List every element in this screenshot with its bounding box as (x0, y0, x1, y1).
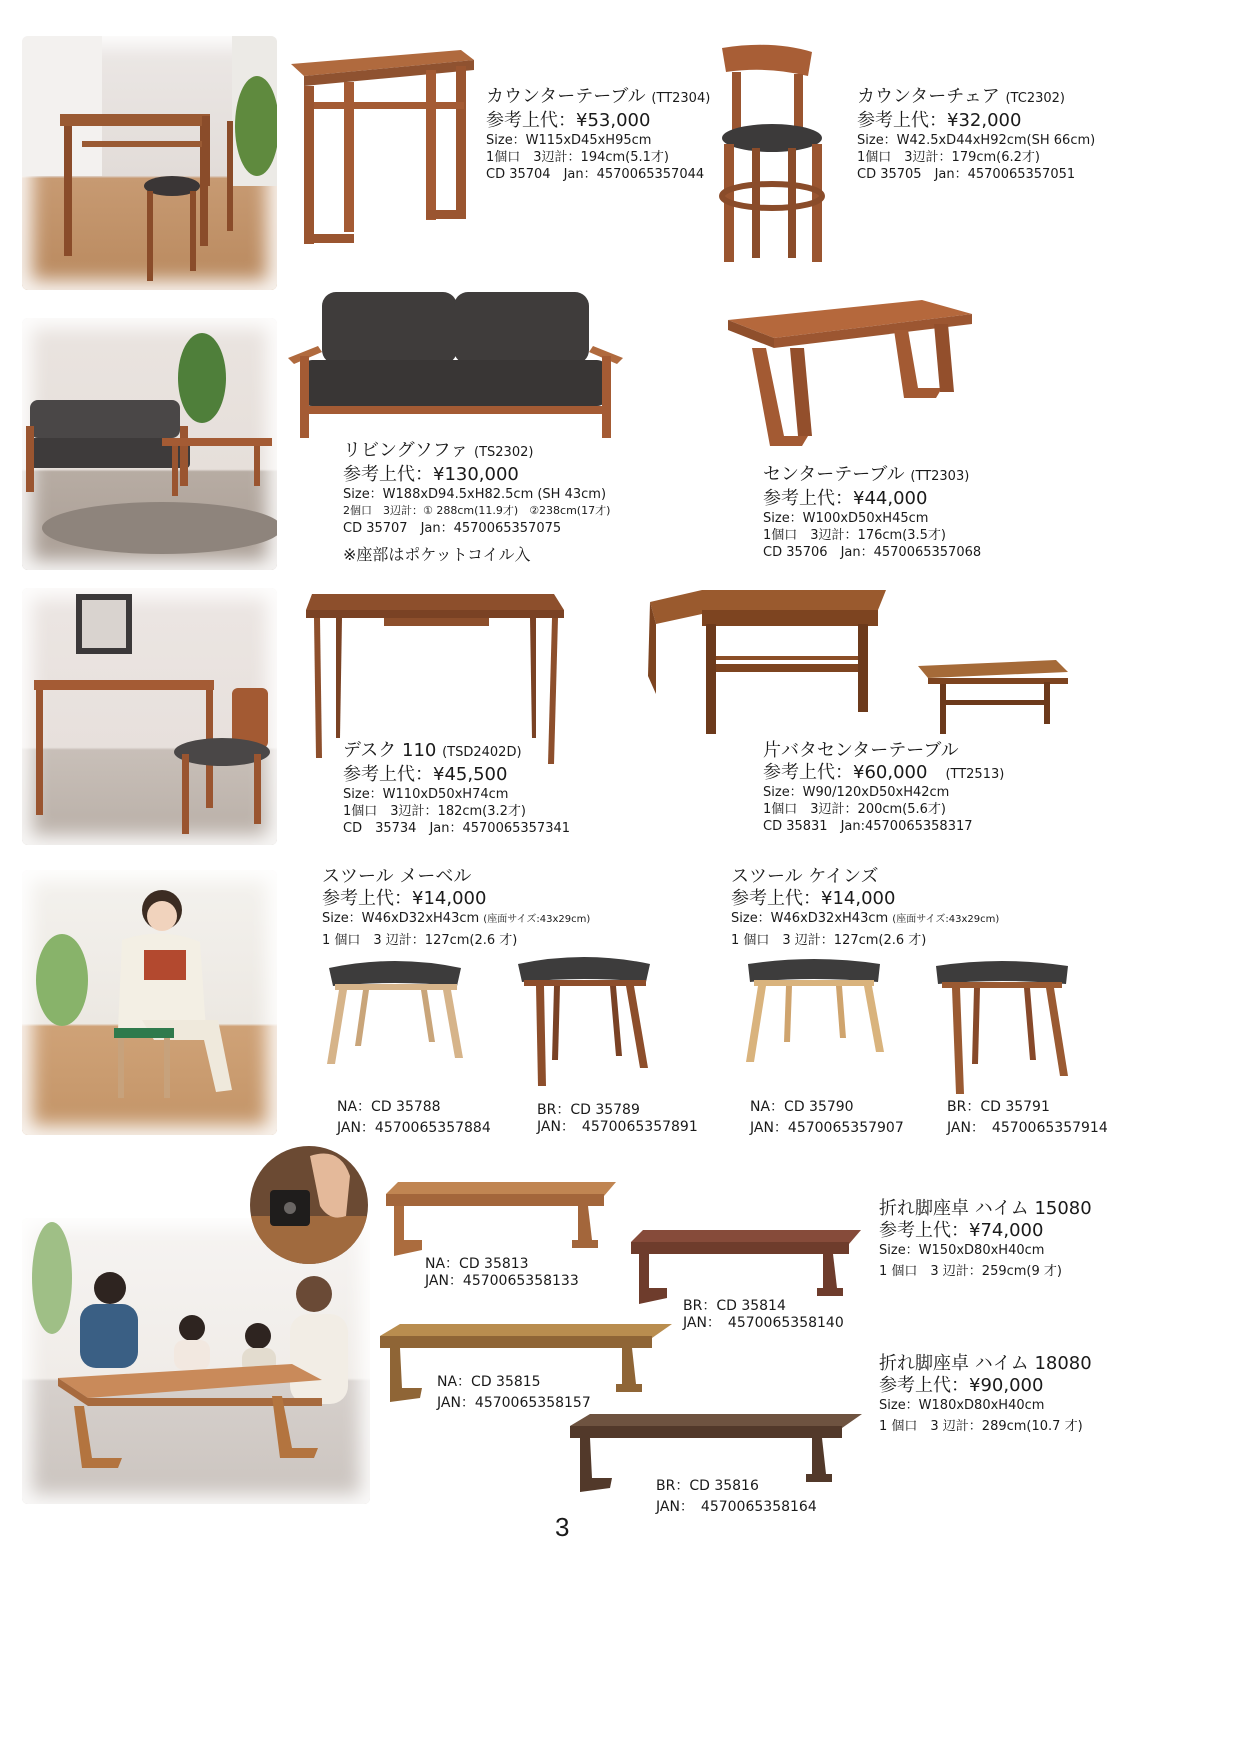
product-package: 1個口 3辺計：194cm(5.1才) (486, 150, 669, 165)
variant-jan: JAN： 4570065357891 (537, 1119, 698, 1135)
product-name: 折れ脚座卓 ハイム 15080 (879, 1198, 1092, 1219)
counter-set-room-photo (22, 36, 277, 290)
counter-chair-info (857, 86, 1095, 183)
stool-keins-na-codes (750, 1097, 904, 1139)
product-name: リビングソファ (343, 440, 469, 461)
living-sofa-info (343, 440, 610, 565)
variant-cd: BR：CD 35789 (537, 1102, 640, 1118)
desk-room-photo (22, 588, 277, 845)
product-price: 参考上代：¥14,000 (731, 888, 896, 909)
product-price: 参考上代：¥32,000 (857, 110, 1022, 131)
variant-jan: JAN： 4570065358140 (683, 1315, 844, 1331)
drop-leaf-table-open-image (646, 584, 890, 744)
product-cd-jan: CD 35704 Jan：4570065357044 (486, 167, 705, 182)
product-package: 2個口 3辺計：① 288cm(11.9才) ②238cm(17才) (343, 504, 611, 517)
product-price: 参考上代：¥45,500 (343, 764, 508, 785)
product-price: 参考上代：¥44,000 (763, 488, 928, 509)
drop-leaf-table-closed-image (916, 656, 1068, 738)
heim-15080-na-codes (425, 1256, 579, 1290)
product-package: 1 個口 3 辺計：289cm(10.7 才) (879, 1419, 1083, 1434)
product-cd-jan: CD 35734 Jan：4570065357341 (343, 821, 571, 836)
heim-18080-br-codes (656, 1476, 817, 1518)
variant-cd: NA：CD 35788 (337, 1099, 441, 1115)
variant-cd: BR：CD 35791 (947, 1099, 1050, 1115)
product-package: 1 個口 3 辺計：259cm(9 才) (879, 1264, 1062, 1279)
desk-info (343, 740, 570, 837)
stool-lifestyle-photo (22, 870, 277, 1135)
product-name: カウンターテーブル (486, 86, 646, 107)
product-size: Size：W46xD32xH43cm (731, 911, 889, 926)
product-cd-jan: CD 35707 Jan：4570065357075 (343, 521, 562, 536)
product-name: スツール ケインズ (731, 866, 879, 887)
counter-table-info (486, 86, 710, 183)
product-note: ※座部はポケットコイル入 (343, 545, 531, 564)
heim-15080-info (879, 1198, 1092, 1280)
product-name: 片バタセンターテーブル (763, 740, 959, 761)
page-number: 3 (555, 1512, 570, 1542)
product-price: 参考上代：¥74,000 (879, 1220, 1044, 1241)
drop-leaf-table-info (763, 740, 1004, 835)
stool-keins-br-image (930, 956, 1074, 1096)
product-package: 1個口 3辺計：176cm(3.5才) (763, 528, 946, 543)
variant-cd: NA：CD 35790 (750, 1099, 854, 1115)
product-package: 1 個口 3 辺計：127cm(2.6 才) (322, 933, 518, 948)
product-price: 参考上代：¥60,000 (763, 762, 928, 783)
heim-15080-na-image (382, 1180, 618, 1258)
stool-keins-na-image (742, 954, 886, 1064)
product-cd-jan: CD 35705 Jan：4570065357051 (857, 167, 1076, 182)
product-code: (TT2303) (910, 469, 970, 484)
product-price: 参考上代：¥53,000 (486, 110, 651, 131)
product-seat-size: (座面サイズ:43x29cm) (483, 914, 591, 925)
product-cd-jan: CD 35831 Jan:4570065358317 (763, 819, 973, 834)
product-size: Size：W115xD45xH95cm (486, 133, 652, 148)
product-code: (TS2302) (474, 445, 534, 460)
product-size: Size：W90/120xD50xH42cm (763, 785, 950, 800)
product-name: 折れ脚座卓 ハイム 18080 (879, 1353, 1092, 1374)
stool-mabel-na-codes (337, 1097, 491, 1139)
product-code: (TSD2402D) (442, 745, 522, 760)
product-size: Size：W46xD32xH43cm (322, 911, 480, 926)
heim-18080-info (879, 1353, 1092, 1435)
product-name: センターテーブル (763, 464, 905, 485)
variant-jan: JAN：4570065357884 (337, 1120, 491, 1136)
stool-mabel-br-image (514, 950, 654, 1090)
product-size: Size：W100xD50xH45cm (763, 511, 929, 526)
heim-18080-na-codes (437, 1372, 591, 1414)
variant-jan: JAN：4570065358157 (437, 1395, 591, 1411)
product-name: デスク 110 (343, 740, 437, 761)
center-table-info (763, 464, 981, 561)
product-size: Size：W110xD50xH74cm (343, 787, 509, 802)
product-size: Size：W188xD94.5xH82.5cm (SH 43cm) (343, 487, 607, 502)
stool-mabel-na-image (325, 954, 465, 1066)
variant-cd: NA：CD 35815 (437, 1374, 541, 1390)
product-package: 1個口 3辺計：200cm(5.6才) (763, 802, 946, 817)
product-name: スツール メーベル (322, 866, 472, 887)
stool-keins-br-codes (947, 1097, 1108, 1139)
stool-mabel-br-codes (537, 1102, 698, 1136)
product-seat-size: (座面サイズ:43x29cm) (892, 914, 1000, 925)
product-package: 1個口 3辺計：182cm(3.2才) (343, 804, 526, 819)
variant-cd: BR：CD 35816 (656, 1478, 759, 1494)
product-price: 参考上代：¥90,000 (879, 1375, 1044, 1396)
variant-cd: NA：CD 35813 (425, 1256, 529, 1272)
product-price: 参考上代：¥14,000 (322, 888, 487, 909)
heim-15080-br-image (627, 1228, 863, 1306)
variant-jan: JAN： 4570065358164 (656, 1499, 817, 1515)
variant-jan: JAN： 4570065357914 (947, 1120, 1108, 1136)
product-package: 1 個口 3 辺計：127cm(2.6 才) (731, 933, 927, 948)
product-name: カウンターチェア (857, 86, 1000, 107)
product-price: 参考上代：¥130,000 (343, 464, 519, 485)
counter-chair-image (712, 40, 847, 265)
stool-keins-info (731, 866, 999, 949)
folding-leg-detail-photo (250, 1146, 368, 1264)
product-size: Size：W42.5xD44xH92cm(SH 66cm) (857, 133, 1096, 148)
living-sofa-image (288, 288, 623, 440)
center-table-image (722, 296, 977, 456)
variant-cd: BR：CD 35814 (683, 1298, 786, 1314)
product-code: (TT2304) (651, 91, 711, 106)
variant-jan: JAN：4570065358133 (425, 1273, 579, 1289)
product-size: Size：W180xD80xH40cm (879, 1398, 1045, 1413)
product-code: (TT2513) (945, 767, 1005, 782)
product-cd-jan: CD 35706 Jan：4570065357068 (763, 545, 982, 560)
variant-jan: JAN：4570065357907 (750, 1120, 904, 1136)
product-size: Size：W150xD80xH40cm (879, 1243, 1045, 1258)
stool-mabel-info (322, 866, 590, 949)
living-room-photo (22, 318, 277, 570)
product-package: 1個口 3辺計：179cm(6.2才) (857, 150, 1040, 165)
heim-15080-br-codes (683, 1298, 844, 1332)
counter-table-image (286, 42, 476, 252)
product-code: (TC2302) (1005, 91, 1065, 106)
